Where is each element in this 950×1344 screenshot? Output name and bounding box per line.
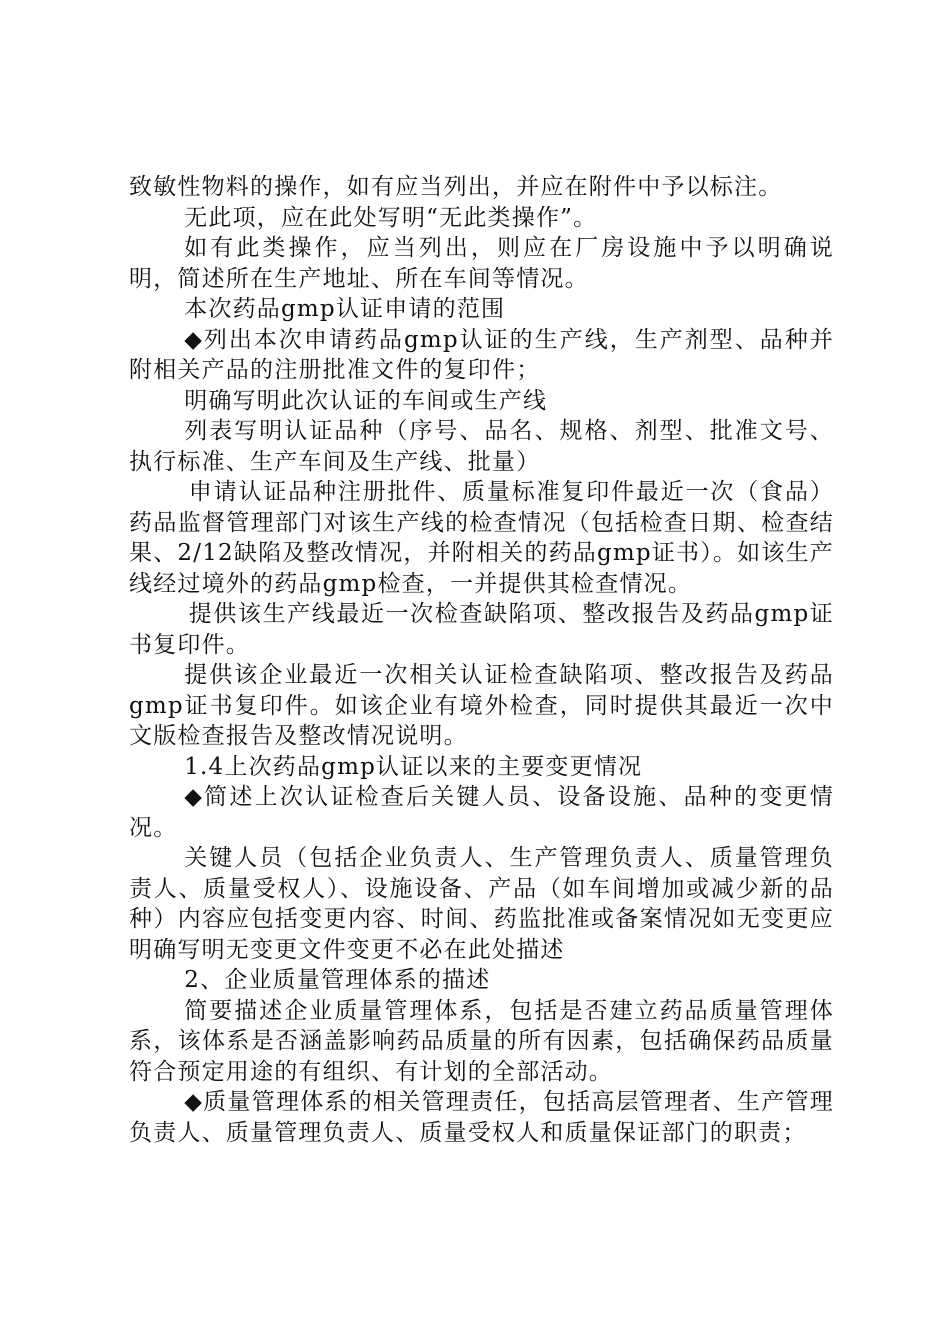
paragraph-line-inspection-report: 提供该生产线最近一次检查缺陷项、整改报告及药品gmp证书复印件。 bbox=[129, 601, 834, 658]
paragraph-specify-workshop: 明确写明此次认证的车间或生产线 bbox=[184, 387, 548, 414]
paragraph-if-such-operation: 如有此类操作，应当列出，则应在厂房设施中予以明确说明，简述所在生产地址、所在车间等情况。 bbox=[129, 235, 834, 292]
paragraph-key-personnel-changes: 关键人员（包括企业负责人、生产管理负责人、质量管理负责人、质量受权人）、设施设备、产品（如车间增加或减少新的品种）内容应包括变更内容、时间、药监批准或备案情况如无变更应明确写明无变更文件变更不必在此处描述 bbox=[129, 845, 834, 963]
bullet-changes-summary: ◆简述上次认证检查后关键人员、设备设施、品种的变更情况。 bbox=[129, 784, 834, 841]
paragraph-registration-documents: 申请认证品种注册批件、质量标准复印件最近一次（食品）药品监督管理部门对该生产线的检查情况（包括检查日期、检查结果、2/12缺陷及整改情况，并附相关的药品gmp证书）。如该生产线经过境外的药品gmp检查，一并提供其检查情况。 bbox=[129, 479, 834, 597]
bullet-management-responsibility: ◆质量管理体系的相关管理责任，包括高层管理者、生产管理负责人、质量管理负责人、质量受权人和质量保证部门的职责； bbox=[129, 1089, 834, 1146]
bullet-list-production-lines: ◆列出本次申请药品gmp认证的生产线，生产剂型、品种并附相关产品的注册批准文件的复印件； bbox=[129, 326, 834, 383]
paragraph-continuation: 致敏性物料的操作，如有应当列出，并应在附件中予以标注。 bbox=[129, 174, 783, 200]
document-body bbox=[129, 172, 834, 1148]
paragraph-list-varieties: 列表写明认证品种（序号、品名、规格、剂型、批准文号、执行标准、生产车间及生产线、批量） bbox=[129, 418, 834, 475]
paragraph-no-such-item: 无此项，应在此处写明“无此类操作”。 bbox=[184, 204, 598, 231]
paragraph-quality-system-description: 简要描述企业质量管理体系，包括是否建立药品质量管理体系，该体系是否涵盖影响药品质量的所有因素，包括确保药品质量符合预定用途的有组织、有计划的全部活动。 bbox=[129, 997, 834, 1085]
heading-certification-scope: 本次药品gmp认证申请的范围 bbox=[184, 296, 506, 322]
paragraph-enterprise-inspection-report: 提供该企业最近一次相关认证检查缺陷项、整改报告及药品gmp证书复印件。如该企业有境外检查，同时提供其最近一次中文版检查报告及整改情况说明。 bbox=[129, 662, 834, 749]
heading-section-1-4: 1.4上次药品gmp认证以来的主要变更情况 bbox=[184, 753, 643, 780]
heading-section-2: 2、企业质量管理体系的描述 bbox=[184, 967, 491, 993]
